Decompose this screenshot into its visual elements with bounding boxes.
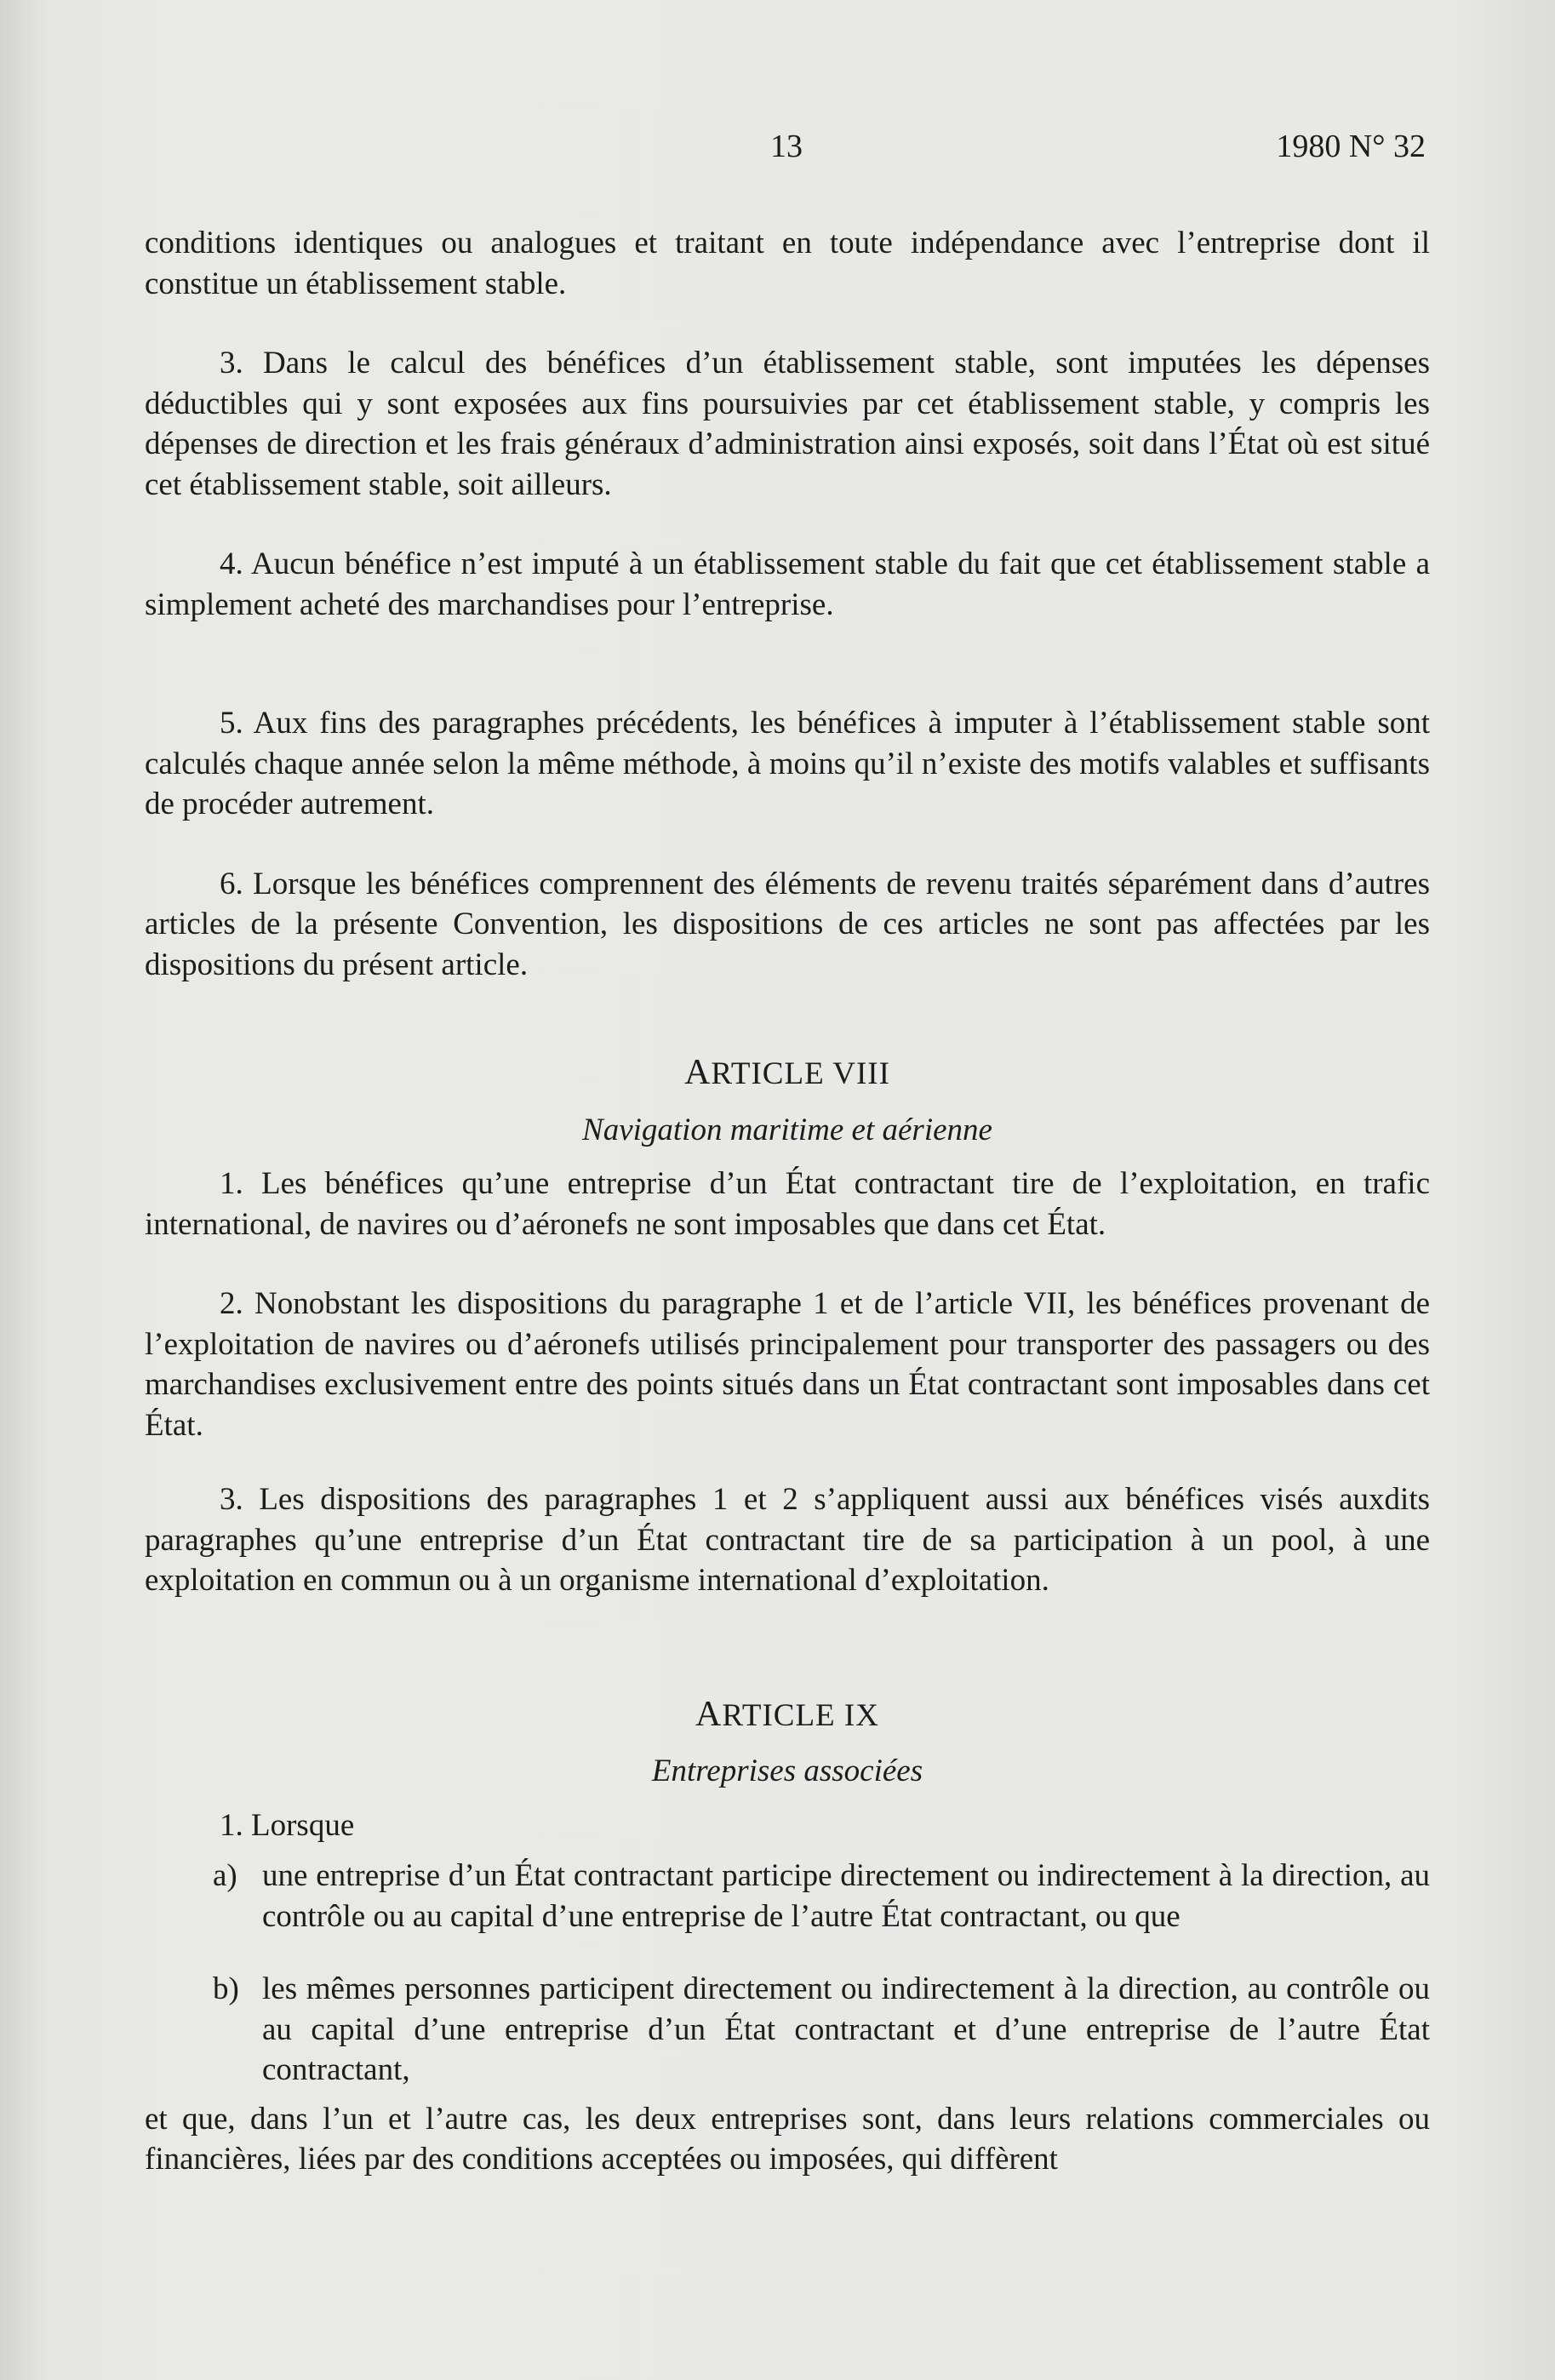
- paragraph-3: 3. Dans le calcul des bénéfices d’un établissement stable, sont imputées les dépenses déductibles qui y sont exposées aux fins poursuivies par cet établissement stable, y compris les dépenses de direction et les frais généraux d’administration ainsi exposés, soit dans l’État où est situé cet établissement stable, soit ailleurs.: [145, 346, 1430, 502]
- document-reference: 1980 N° 32: [1276, 129, 1426, 164]
- article-9-title: ARTICLE IX: [695, 1694, 879, 1734]
- article-9-paragraph-1-intro: 1. Lorsque: [220, 1807, 355, 1843]
- page-number: 13: [770, 129, 803, 164]
- article-9-closing: et que, dans l’un et l’autre cas, les deux entreprises sont, dans leurs relations commerciales ou financières, liées par des conditions acceptées ou imposées, qui diffèrent: [145, 2101, 1430, 2177]
- list-marker-b: b): [213, 1971, 239, 2006]
- paragraph-6: 6. Lorsque les bénéfices comprennent des éléments de revenu traités séparément dans d’autres articles de la présente Convention, les dispositions de ces articles ne sont pas affectées par les dispositions du présent article.: [145, 866, 1430, 982]
- paragraph-5: 5. Aux fins des paragraphes précédents, les bénéfices à imputer à l’établissement stable sont calculés chaque année selon la même méthode, à moins qu’il n’existe des motifs valables et suffisants de procéder autrement.: [145, 706, 1430, 821]
- article-9-subtitle: Entreprises associées: [651, 1754, 923, 1788]
- list-marker-a: a): [213, 1858, 237, 1893]
- list-text-a: une entreprise d’un État contractant participe directement ou indirectement à la direction, au contrôle ou au capital d’une entreprise de l’autre État contractant, ou que: [262, 1858, 1430, 1934]
- article-8-paragraph-2: 2. Nonobstant les dispositions du paragraphe 1 et de l’article VII, les bénéfices provenant de l’exploitation de navires ou d’aéronefs utilisés principalement pour transporter des passagers ou des marchandises exclusivement entre des points situés dans un État contractant sont imposables dans cet État.: [145, 1286, 1430, 1443]
- list-item-a: [145, 1856, 1430, 1937]
- article-8-paragraph-1: 1. Les bénéfices qu’une entreprise d’un État contractant tire de l’exploitation, en trafic international, de navires ou d’aéronefs ne sont imposables que dans cet État.: [145, 1166, 1430, 1242]
- article-8-paragraph-3: 3. Les dispositions des paragraphes 1 et 2 s’appliquent aussi aux bénéfices visés auxdits paragraphes qu’une entreprise d’un État contractant tire de sa participation à un pool, à une exploitation en commun ou à un organisme international d’exploitation.: [145, 1482, 1430, 1598]
- article-8-title: ARTICLE VIII: [684, 1053, 890, 1092]
- list-text-b: les mêmes personnes participent directement ou indirectement à la direction, au contrôle ou au capital d’une entreprise d’un État contractant et d’une entreprise de l’autre État contractant,: [262, 1971, 1430, 2087]
- article-8-subtitle: Navigation maritime et aérienne: [582, 1112, 992, 1147]
- paragraph-4: 4. Aucun bénéfice n’est imputé à un établissement stable du fait que cet établissement stable a simplement acheté des marchandises pour l’entreprise.: [145, 546, 1430, 622]
- document-body: [145, 223, 1430, 2180]
- list-item-b: [145, 1969, 1430, 2091]
- paragraph-continuation: conditions identiques ou analogues et traitant en toute indépendance avec l’entreprise dont il constitue un établissement stable.: [145, 226, 1430, 301]
- page-header: [0, 128, 1555, 179]
